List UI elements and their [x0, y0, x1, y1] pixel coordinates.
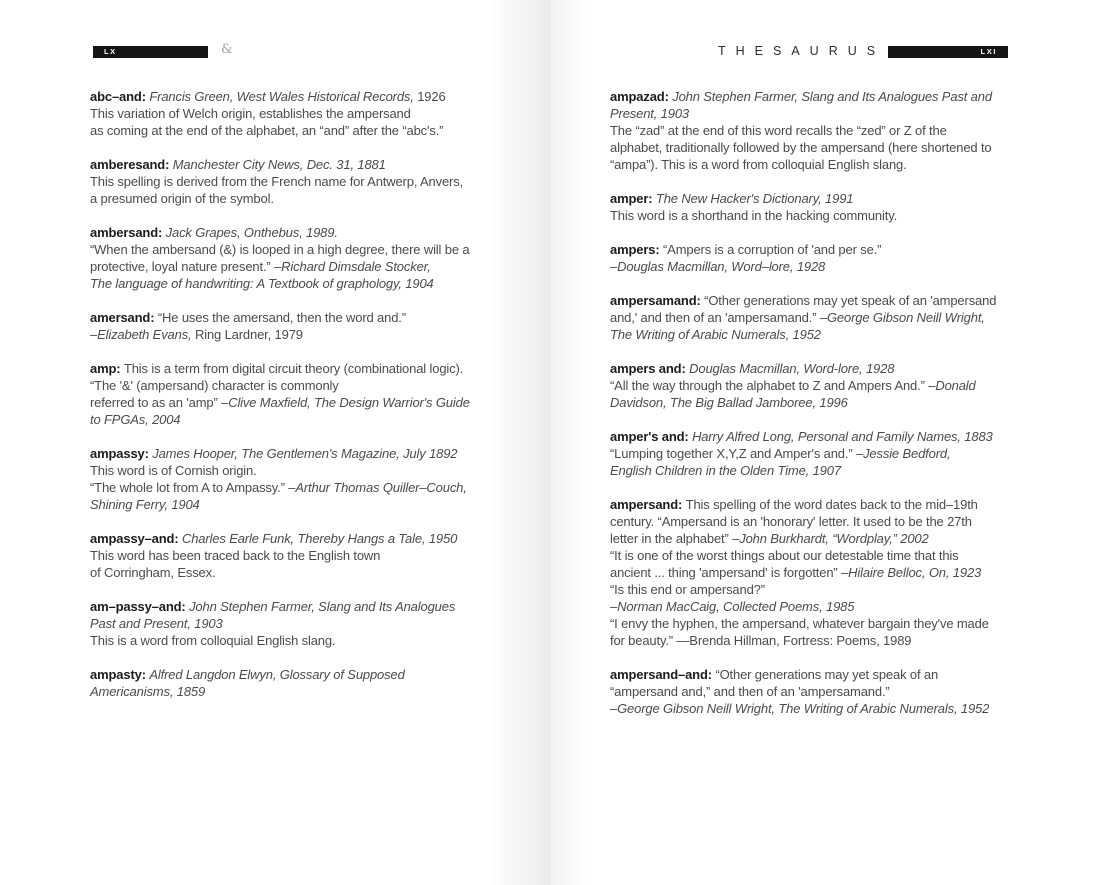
entry-text: Ring Lardner, 1979: [191, 327, 303, 342]
entry-line: [90, 598, 530, 615]
entry-citation: –Norman MacCaig, Collected Poems, 1985: [610, 599, 855, 614]
folio-label-right: LXI: [980, 47, 997, 56]
entry-line: [90, 173, 530, 190]
entry-line: [90, 377, 530, 394]
entry-line: [610, 598, 1050, 615]
page-left: [0, 0, 549, 885]
folio-bar-left: [93, 46, 208, 58]
entry-line: [90, 275, 530, 292]
entry-text: “ampersand and,” and then of an 'ampersamand.”: [610, 684, 890, 699]
entry-text: “The '&' (ampersand) character is commonly: [90, 378, 339, 393]
entry-text: “Other generations may yet speak of an: [715, 667, 939, 682]
entry-citation: Americanisms, 1859: [90, 684, 206, 699]
entry-headword: ampassy–and:: [90, 531, 182, 546]
thesaurus-entry: [610, 428, 1050, 479]
entry-line: [610, 377, 1050, 394]
entry-citation: Davidson, The Big Ballad Jamboree, 1996: [610, 395, 848, 410]
entry-line: [90, 190, 530, 207]
entry-citation: –Donald: [928, 378, 976, 393]
entry-citation: Past and Present, 1903: [90, 616, 223, 631]
entry-text: “It is one of the worst things about our detestable time that this: [610, 548, 959, 563]
entry-line: [610, 428, 1050, 445]
ampersand-icon: &: [221, 42, 233, 57]
entry-text: “Other generations may yet speak of an 'ampersand: [704, 293, 997, 308]
entry-citation: to FPGAs, 2004: [90, 412, 181, 427]
entry-line: [610, 258, 1050, 275]
entry-line: [90, 445, 530, 462]
entry-headword: ambersand:: [90, 225, 166, 240]
entry-headword: ampersand–and:: [610, 667, 716, 682]
entry-text: protective, loyal nature present.”: [90, 259, 275, 274]
entry-headword: ampassy:: [90, 446, 153, 461]
entry-line: [610, 513, 1050, 530]
thesaurus-entry: [610, 292, 1050, 343]
entry-headword: amberesand:: [90, 157, 173, 172]
thesaurus-entry: [90, 598, 530, 649]
entry-citation: –Clive Maxfield, The Design Warrior's Guide: [221, 395, 470, 410]
entry-citation: James Hooper, The Gentlemen's Magazine, July 1892: [152, 446, 458, 461]
entry-line: [90, 360, 530, 377]
entry-line: [610, 530, 1050, 547]
entry-text: referred to as an 'amp”: [90, 395, 222, 410]
entry-citation: –Richard Dimsdale Stocker,: [274, 259, 431, 274]
entry-headword: amp:: [90, 361, 124, 376]
entry-citation: Charles Earle Funk, Thereby Hangs a Tale, 1950: [181, 531, 458, 546]
entry-line: [610, 88, 1050, 105]
entry-headword: ampers:: [610, 242, 663, 257]
entry-text: “Lumping together X,Y,Z and Amper's and.”: [610, 446, 856, 461]
entry-line: [90, 479, 530, 496]
entry-citation: –George Gibson Neill Wright, The Writing of Arabic Numerals, 1952: [610, 701, 990, 716]
entry-line: [610, 547, 1050, 564]
entry-text: “Is this end or ampersand?”: [610, 582, 765, 597]
entry-headword: amersand:: [90, 310, 158, 325]
entry-line: [610, 581, 1050, 598]
thesaurus-entry: [90, 530, 530, 581]
entry-line: [90, 411, 530, 428]
entry-line: [90, 683, 530, 700]
entries-column-right: [610, 88, 1050, 734]
entry-text: “Ampers is a corruption of 'and per se.”: [663, 242, 882, 257]
running-head: THESAURUS: [718, 44, 886, 58]
thesaurus-entry: [610, 190, 1050, 224]
entry-citation: English Children in the Olden Time, 1907: [610, 463, 841, 478]
thesaurus-entry: [90, 445, 530, 513]
entry-line: [610, 292, 1050, 309]
thesaurus-entry: [90, 309, 530, 343]
entry-text: “All the way through the alphabet to Z and Ampers And.”: [610, 378, 929, 393]
entry-text: a presumed origin of the symbol.: [90, 191, 274, 206]
entry-line: [610, 666, 1050, 683]
entry-line: [90, 394, 530, 411]
entry-line: [90, 496, 530, 513]
entry-text: This spelling of the word dates back to the mid–19th: [685, 497, 978, 512]
folio-bar-right: [888, 46, 1008, 58]
thesaurus-entry: [610, 496, 1050, 649]
entry-line: [610, 683, 1050, 700]
entry-line: [610, 615, 1050, 632]
entry-headword: ampasty:: [90, 667, 150, 682]
thesaurus-entry: [90, 156, 530, 207]
entry-line: [610, 105, 1050, 122]
entry-line: [610, 190, 1050, 207]
entry-text: 1926: [413, 89, 446, 104]
folio-label-left: LX: [104, 47, 117, 56]
entry-citation: Shining Ferry, 1904: [90, 497, 200, 512]
entry-line: [90, 241, 530, 258]
entry-line: [90, 547, 530, 564]
entry-line: [610, 700, 1050, 717]
entry-citation: –Douglas Macmillan, Word–lore, 1928: [610, 259, 826, 274]
entry-line: [90, 122, 530, 139]
entry-citation: The Writing of Arabic Numerals, 1952: [610, 327, 821, 342]
entry-citation: –Elizabeth Evans,: [90, 327, 192, 342]
entry-citation: –George Gibson Neill Wright,: [819, 310, 985, 325]
entry-text: alphabet, traditionally followed by the ampersand (here shortened to: [610, 140, 992, 155]
entry-citation: John Stephen Farmer, Slang and Its Analogues Past and: [672, 89, 992, 104]
entry-citation: Francis Green, West Wales Historical Records,: [149, 89, 414, 104]
thesaurus-entry: [610, 360, 1050, 411]
entry-line: [610, 241, 1050, 258]
entry-text: This is a word from colloquial English slang.: [90, 633, 336, 648]
thesaurus-entry: [610, 88, 1050, 173]
entry-headword: ampers and:: [610, 361, 690, 376]
entry-text: “ampa”). This is a word from colloquial English slang.: [610, 157, 907, 172]
entry-text: as coming at the end of the alphabet, an “and” after the “abc's.”: [90, 123, 444, 138]
thesaurus-entry: [610, 666, 1050, 717]
entry-citation: –Hilaire Belloc, On, 1923: [841, 565, 982, 580]
entry-text: and,' and then of an 'ampersamand.”: [610, 310, 820, 325]
thesaurus-entry: [90, 360, 530, 428]
entry-citation: –Jessie Bedford,: [855, 446, 951, 461]
entry-line: [610, 139, 1050, 156]
entry-text: “The whole lot from A to Ampassy.”: [90, 480, 289, 495]
entry-text: ancient ... thing 'ampersand' is forgotten”: [610, 565, 842, 580]
thesaurus-entry: [90, 88, 530, 139]
entry-line: [610, 462, 1050, 479]
entry-line: [610, 394, 1050, 411]
entry-line: [90, 105, 530, 122]
entry-headword: amper's and:: [610, 429, 693, 444]
entry-citation: Jack Grapes, Onthebus, 1989.: [165, 225, 338, 240]
entry-line: [610, 445, 1050, 462]
entry-citation: Manchester City News, Dec. 31, 1881: [172, 157, 386, 172]
entry-line: [90, 615, 530, 632]
entry-headword: ampersand:: [610, 497, 686, 512]
entry-citation: Alfred Langdon Elwyn, Glossary of Supposed: [149, 667, 405, 682]
entry-citation: –Arthur Thomas Quiller–Couch,: [288, 480, 467, 495]
entries-column-left: [90, 88, 530, 717]
entry-line: [610, 156, 1050, 173]
entry-line: [90, 564, 530, 581]
entry-text: century. “Ampersand is an 'honorary' letter. It used to be the 27th: [610, 514, 972, 529]
entry-line: [90, 462, 530, 479]
entry-line: [90, 309, 530, 326]
entry-text: letter in the alphabet”: [610, 531, 733, 546]
entry-text: “When the ambersand (&) is looped in a high degree, there will be a: [90, 242, 470, 257]
entry-headword: ampazad:: [610, 89, 673, 104]
entry-line: [90, 224, 530, 241]
entry-line: [610, 496, 1050, 513]
entry-line: [610, 122, 1050, 139]
entry-line: [610, 326, 1050, 343]
entry-text: The “zad” at the end of this word recalls the “zed” or Z of the: [610, 123, 947, 138]
entry-text: This word is of Cornish origin.: [90, 463, 257, 478]
entry-text: This word has been traced back to the English town: [90, 548, 381, 563]
entry-text: for beauty.” —Brenda Hillman, Fortress: Poems, 1989: [610, 633, 912, 648]
entry-line: [90, 156, 530, 173]
entry-citation: The New Hacker's Dictionary, 1991: [655, 191, 854, 206]
entry-citation: –John Burkhardt, “Wordplay,” 2002: [732, 531, 929, 546]
entry-text: This variation of Welch origin, establishes the ampersand: [90, 106, 411, 121]
entry-line: [610, 632, 1050, 649]
entry-headword: am–passy–and:: [90, 599, 190, 614]
thesaurus-entry: [90, 224, 530, 292]
entry-text: This spelling is derived from the French name for Antwerp, Anvers,: [90, 174, 464, 189]
entry-line: [610, 207, 1050, 224]
entry-line: [90, 666, 530, 683]
entry-citation: Present, 1903: [610, 106, 689, 121]
entry-headword: amper:: [610, 191, 656, 206]
entry-text: “I envy the hyphen, the ampersand, whatever bargain they've made: [610, 616, 989, 631]
entry-text: “He uses the amersand, then the word and.”: [157, 310, 406, 325]
entry-line: [610, 309, 1050, 326]
entry-headword: abc–and:: [90, 89, 150, 104]
entry-text: This is a term from digital circuit theory (combinational logic).: [123, 361, 464, 376]
entry-headword: ampersamand:: [610, 293, 705, 308]
entry-citation: John Stephen Farmer, Slang and Its Analogues: [189, 599, 456, 614]
entry-line: [90, 326, 530, 343]
entry-citation: The language of handwriting: A Textbook of graphology, 1904: [90, 276, 434, 291]
thesaurus-entry: [610, 241, 1050, 275]
entry-line: [90, 258, 530, 275]
entry-line: [610, 564, 1050, 581]
entry-line: [90, 632, 530, 649]
thesaurus-entry: [90, 666, 530, 700]
entry-text: This word is a shorthand in the hacking community.: [610, 208, 898, 223]
entry-text: of Corringham, Essex.: [90, 565, 216, 580]
entry-citation: Douglas Macmillan, Word-lore, 1928: [689, 361, 895, 376]
entry-line: [90, 530, 530, 547]
entry-citation: Harry Alfred Long, Personal and Family Names, 1883: [692, 429, 993, 444]
entry-line: [90, 88, 530, 105]
entry-line: [610, 360, 1050, 377]
